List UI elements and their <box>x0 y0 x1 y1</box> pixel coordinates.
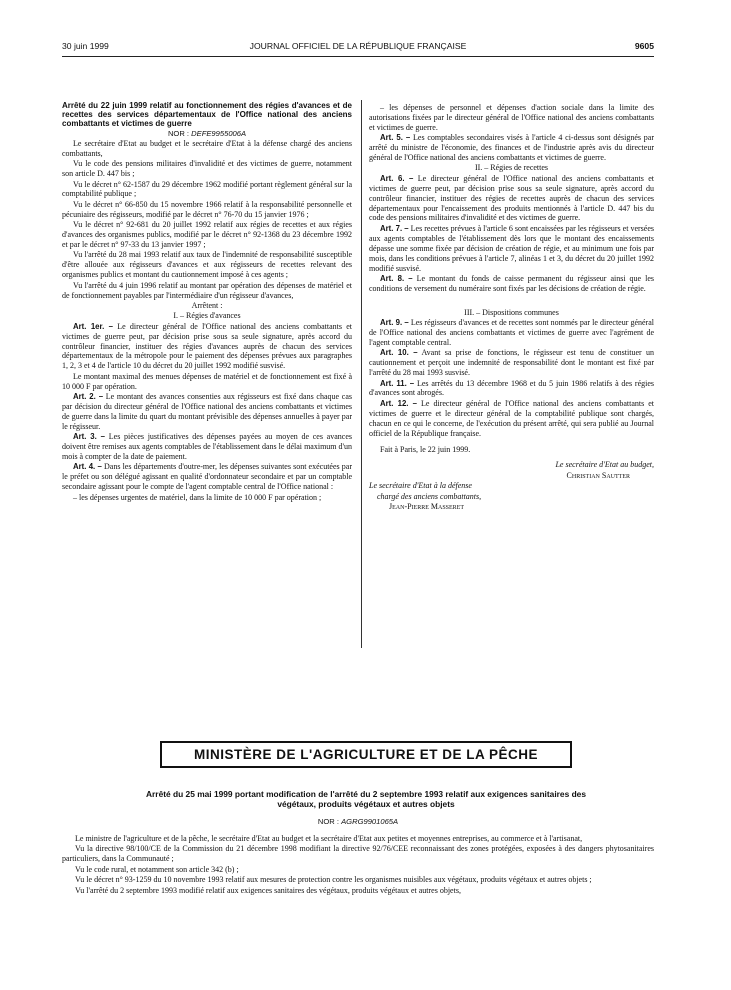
preamble-6: Vu l'arrêté du 4 juin 1996 relatif au montant par opération des dépenses de matériel et de fonctionnement payables par l'intermédiaire d'un régisseur d'avances, <box>62 280 352 300</box>
article-text: Le directeur général de l'Office national des anciens combattants et victimes de guerre et le directeur général de la comptabilité publique sont chargés, chacun en ce qui le concerne, de l'exécution du présent arrêté, qui sera publié au Journal officiel de la République française. <box>369 398 655 438</box>
signature-2-title-2-text: chargé des anciens combattants, <box>377 491 482 501</box>
preamble-1: Vu le code des pensions militaires d'invalidité et des victimes de guerre, notamment son article D. 447 bis ; <box>62 159 352 179</box>
article-label: Art. 5. – <box>380 133 411 143</box>
decree2-paragraph-1: Vu la directive 98/100/CE de la Commission du 21 décembre 1998 modifiant la directive 92/76/CEE reconnaissant des zones protégées, exposées à des dangers phytosanitaires particuliers, dans la Communauté ; <box>62 844 654 864</box>
article-3 <box>62 432 352 462</box>
decree1-nor <box>62 129 352 139</box>
article-label: Art. 3. – <box>73 432 106 442</box>
article-label: Art. 4. – <box>73 462 102 472</box>
header-page-number: 9605 <box>634 41 654 51</box>
article-text: Dans les départements d'outre-mer, les dépenses suivantes sont exécutées par le préfet ou son délégué agissant en qualité d'ordonnateur secondaire et par un comptable secondaire agissant pour le compte de l'agent comptable central de l'Office national : <box>62 462 352 492</box>
signature-2-title-1-text: Le secrétaire d'Etat à la défense <box>369 481 472 491</box>
article-7 <box>369 224 654 274</box>
preamble-2: Vu le décret n° 62-1587 du 29 décembre 1962 modifié portant règlement général sur la comptabilité publique ; <box>62 179 352 199</box>
article-label: Art. 10. – <box>380 348 418 358</box>
nor-label: NOR : <box>167 128 190 138</box>
article-label: Art. 8. – <box>380 273 413 283</box>
decree2-paragraph-0: Le ministre de l'agriculture et de la pêche, le secrétaire d'Etat au budget et la secrétaire d'Etat aux petites et moyennes entreprises, au commerce et à l'artisanat, <box>75 834 583 843</box>
nor-code: AGRG9901065A <box>341 817 399 826</box>
preamble-3: Vu le décret n° 66-850 du 15 novembre 1966 relatif à la responsabilité personnelle et pécuniaire des régisseurs, modifié par le décret n° 76-70 du 15 janvier 1976 ; <box>62 199 352 219</box>
preamble-4: Vu le décret n° 92-681 du 20 juillet 1992 relatif aux régies de recettes et aux régies d'avances des organismes publics, modifié par le décret n° 92-1368 du 23 décembre 1992 et par le décret n° 97-33 du 13 janvier 1997 ; <box>62 220 352 249</box>
article-label: Art. 1er. – <box>73 321 113 331</box>
article-text: Les arrêtés du 13 décembre 1968 et du 5 juin 1986 relatifs à des régies d'avances sont abrogés. <box>369 378 655 398</box>
ministry-heading: MINISTÈRE DE L'AGRICULTURE ET DE LA PÊCHE <box>194 747 538 762</box>
article-label: Art. 6. – <box>380 173 414 183</box>
decree2-nor <box>62 817 654 826</box>
signature-2-title-2 <box>369 492 654 502</box>
header-journal-title: JOURNAL OFFICIEL DE LA RÉPUBLIQUE FRANÇAISE <box>249 41 467 51</box>
signature-2-name <box>369 502 654 512</box>
header-date: 30 juin 1999 <box>62 41 109 51</box>
article-text: Avant sa prise de fonctions, le régisseur est tenu de constituer un cautionnement et perçoit une indemnité de responsabilité dont le montant est fixé par l'arrêté du 28 mai 1993 susvisé. <box>369 348 654 378</box>
article-9 <box>369 318 654 348</box>
decree1-right-column <box>369 103 654 512</box>
signature-1-title-text: Le secrétaire d'Etat au budget, <box>555 460 654 470</box>
article-10 <box>369 348 654 378</box>
nor-code: DEFE9955006A <box>191 128 247 138</box>
decree2-paragraph-2: Vu le code rural, et notamment son article 342 (b) ; <box>75 864 239 874</box>
done-at-paris: Fait à Paris, le 22 juin 1999. <box>380 444 471 454</box>
decree2-paragraph-3: Vu le décret n° 93-1259 du 10 novembre 1993 relatif aux mesures de protection contre les organismes nuisibles aux végétaux, produits végétaux et autres objets ; <box>75 875 592 885</box>
signature-1-title <box>369 460 654 470</box>
decree2-paragraph-4: Vu l'arrêté du 2 septembre 1993 modifié relatif aux exigences sanitaires des végétaux, produits végétaux et autres objets, <box>75 885 461 895</box>
signature-1-name <box>369 471 654 481</box>
article-label: Art. 11. – <box>380 378 415 388</box>
article-text: Le directeur général de l'Office national des anciens combattants et victimes de guerre peut, par décision prise sous sa seule signature, après accord du contrôleur financier, instituer des régies d'avances auprès de chacun des services départementaux de la métropole pour le paiement des dépenses prévues aux paragraphes 1, 2, 3 et 4 de l'article 10 du décret du 20 juillet 1992 modifié susvisé. <box>62 321 353 371</box>
article-1 <box>62 322 352 372</box>
article-text: Les recettes prévues à l'article 6 sont encaissées par les régisseurs et versées aux agents comptables de l'établissement dès lors que le montant des encaissements dépasse une somme fixée par décision de création de régie, et au minimum une fois par mois, dans les conditions prévues à l'article 7, alinéas 1 et 3, du décret du 20 juillet 1992 modifié susvisé. <box>369 223 655 273</box>
article-text: Les régisseurs d'avances et de recettes sont nommés par le directeur général de l'Office national des anciens combattants et victimes de guerre avec l'agrément de l'agent comptable central. <box>369 318 654 347</box>
article-label: Art. 12. – <box>380 398 417 408</box>
article-text: Le montant du fonds de caisse permanent du régisseur ainsi que les conditions de versement du numéraire sont fixés par les décisions de création de régie. <box>369 273 654 293</box>
article-4-item-2: – les dépenses de personnel et dépenses d'action sociale dans la limite des autorisations fixées par le directeur général de l'Office national des anciens combattants et victimes de guerre. <box>369 103 654 132</box>
article-6 <box>369 174 654 224</box>
article-text: Le montant des avances consenties aux régisseurs est fixé dans chaque cas par décision du directeur général de l'Office national des anciens combattants et victimes de guerre dans la limite du quart du montant prévisible des dépenses annuelles à payer par le régisseur. <box>62 392 353 431</box>
column-separator <box>361 100 362 648</box>
header-rule <box>62 56 654 57</box>
article-8 <box>369 274 654 294</box>
nor-label: NOR : <box>317 817 339 826</box>
article-text: Les pièces justificatives des dépenses payées au moyen de ces avances doivent être remises aux agents comptables de l'établissement dans le délai maximum d'un mois à compter de la date de paiement. <box>62 432 352 461</box>
signature-1-name-text: Christian Sautter <box>566 470 630 480</box>
ministry-heading-box <box>160 741 572 768</box>
article-label: Art. 9. – <box>380 318 409 328</box>
section-heading-3: III. – Dispositions communes <box>464 307 559 317</box>
article-text: Les comptables secondaires visés à l'article 4 ci-dessus sont désignés par arrêté du ministre de l'économie, des finances et de l'industrie après avis du directeur général de l'Office national des anciens combattants et victimes de guerre. <box>369 133 655 163</box>
decree1-title: Arrêté du 22 juin 1999 relatif au fonctionnement des régies d'avances et de recettes des services départementaux de l'Office national des anciens combattants et victimes de guerre <box>62 101 352 128</box>
article-text: Le directeur général de l'Office national des anciens combattants et victimes de guerre peut, par décision prise sous sa seule signature, après accord du contrôleur financier, instituer des régies de recettes auprès de chacun des services départementaux pour l'encaissement des produits mentionnés à l'article D. 447 bis du code des pensions militaires d'invalidité et des victimes de guerre. <box>369 173 654 223</box>
article-5 <box>369 133 654 163</box>
arretent: Arrêtent : <box>191 300 223 310</box>
decree2-title: Arrêté du 25 mai 1999 portant modification de l'arrêté du 2 septembre 1993 relatif aux exigences sanitaires des végétaux, produits végétaux et autres objets <box>146 789 586 809</box>
section-heading-2: II. – Régies de recettes <box>474 163 549 173</box>
article-11 <box>369 379 654 399</box>
signature-2-title-1 <box>369 481 654 491</box>
section-heading-1: I. – Régies d'avances <box>173 311 241 321</box>
decree2-body <box>62 834 654 896</box>
article-label: Art. 2. – <box>73 392 104 402</box>
article-1-paragraph-2: Le montant maximal des menues dépenses de matériel et de fonctionnement est fixé à 10 000 F par opération. <box>62 371 352 391</box>
article-label: Art. 7. – <box>380 223 409 233</box>
article-4-item-1: – les dépenses urgentes de matériel, dans la limite de 10 000 F par opération ; <box>73 492 322 502</box>
preamble-5: Vu l'arrêté du 28 mai 1993 relatif aux taux de l'indemnité de responsabilité susceptible d'être allouée aux régisseurs d'avances et aux régisseurs de recettes relevant des organismes publics et montant du cautionnement imposé à ces agents ; <box>62 250 352 280</box>
article-2 <box>62 392 352 432</box>
decree1-left-column <box>62 101 352 503</box>
article-4 <box>62 462 352 492</box>
signature-2-name-text: Jean-Pierre Masseret <box>389 502 465 512</box>
article-12 <box>369 399 654 439</box>
page-header <box>62 40 654 54</box>
preamble-0: Le secrétaire d'Etat au budget et le secrétaire d'Etat à la défense chargé des anciens combattants, <box>62 138 352 158</box>
